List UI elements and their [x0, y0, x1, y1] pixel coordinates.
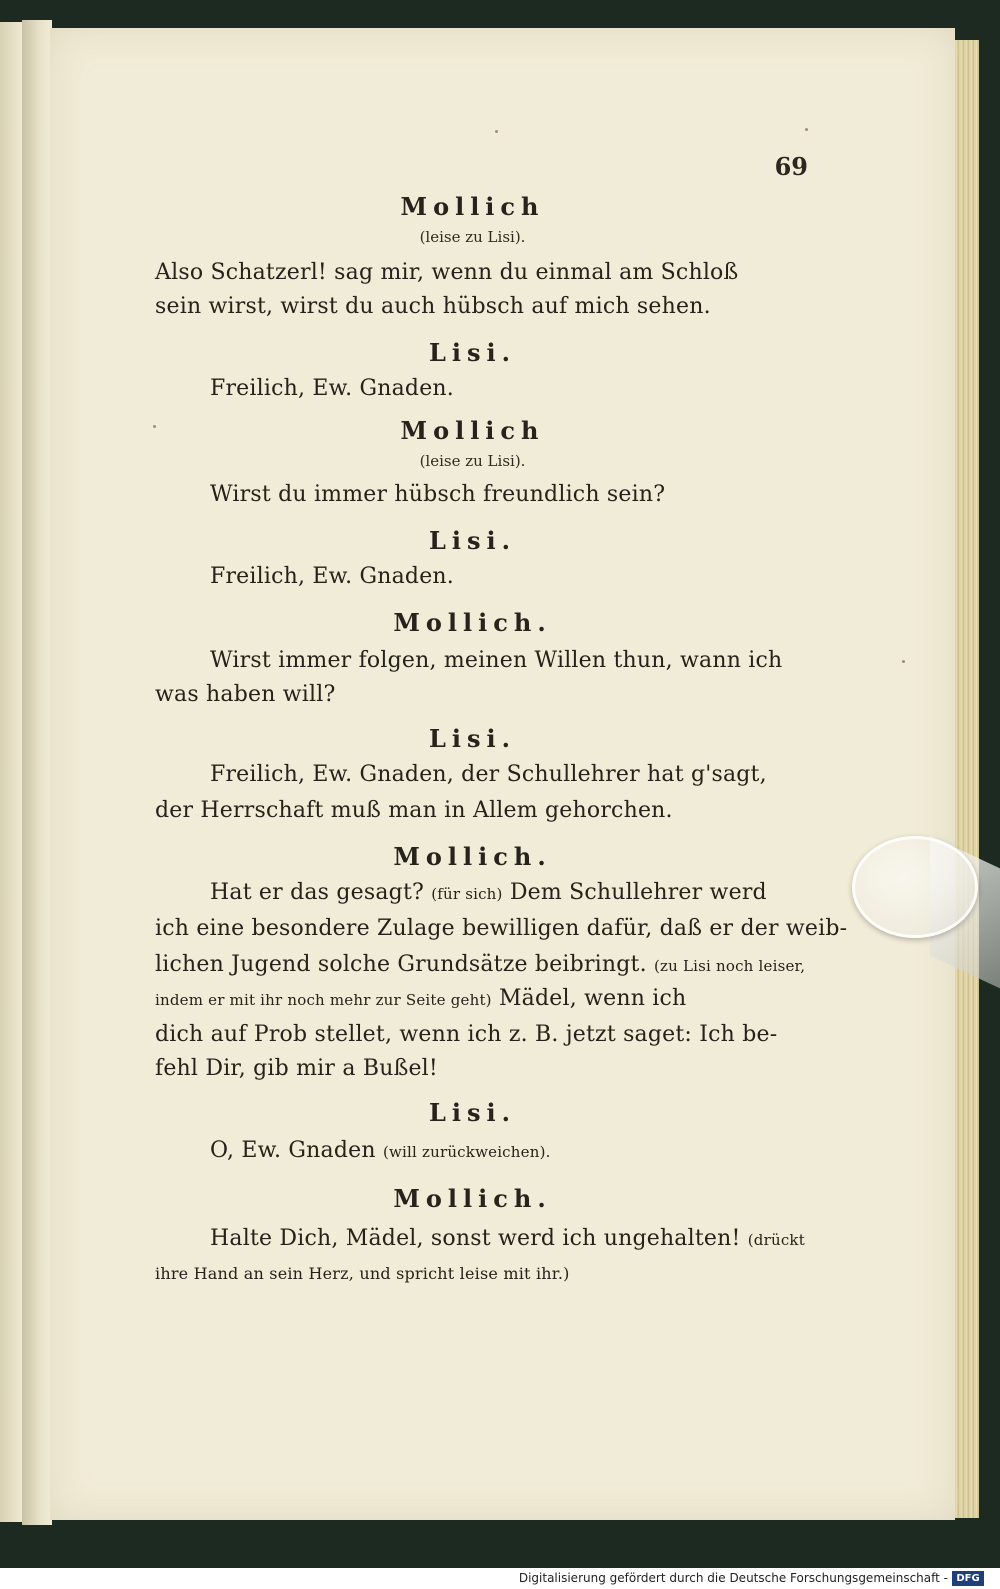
text-line: ich eine besondere Zulage bewilligen dafür, daß er der weib- [155, 916, 848, 941]
text-line: Also Schatzerl! sag mir, wenn du einmal am Schloß [155, 260, 739, 285]
text-line: Freilich, Ew. Gnaden, der Schullehrer hat g'sagt, [210, 762, 767, 787]
text-line: was haben will? [155, 682, 336, 707]
speaker-name: Lisi. [429, 338, 516, 367]
text-line [155, 986, 795, 1011]
text-line: Wirst du immer hübsch freundlich sein? [210, 482, 666, 507]
speaker-name: Mollich [400, 192, 545, 221]
stage-direction: (leise zu Lisi). [419, 452, 526, 470]
text-segment: Hat er das gesagt? [210, 880, 424, 905]
text-line: sein wirst, wirst du auch hübsch auf mich sehen. [155, 294, 711, 319]
speaker-name: Lisi. [429, 1098, 516, 1127]
text-line: dich auf Prob stellet, wenn ich z. B. jetzt saget: Ich be- [155, 1022, 778, 1047]
speaker-name: Mollich. [393, 608, 552, 637]
speaker-name: Mollich. [393, 842, 552, 871]
text-line [210, 880, 850, 905]
stage-direction: (drückt [747, 1231, 805, 1249]
dfg-logo: DFG [952, 1571, 984, 1586]
text-segment: O, Ew. Gnaden [210, 1138, 376, 1163]
page-number: 69 [774, 152, 808, 181]
speaker-name: Mollich. [393, 1184, 552, 1213]
paper-speck [805, 128, 808, 131]
speaker-name: Lisi. [429, 526, 516, 555]
stage-direction: indem er mit ihr noch mehr zur Seite geht) [155, 991, 492, 1009]
stage-direction-line: ihre Hand an sein Herz, und spricht leise mit ihr.) [155, 1264, 570, 1283]
speaker-name: Lisi. [429, 724, 516, 753]
text-segment: Dem Schullehrer werd [509, 880, 767, 905]
stage-direction: (leise zu Lisi). [419, 228, 526, 246]
text-line: fehl Dir, gib mir a Bußel! [155, 1056, 438, 1081]
text-line: Freilich, Ew. Gnaden. [210, 564, 454, 589]
magnifier-lens [852, 836, 978, 938]
page-stack-edge [955, 40, 979, 1518]
text-segment: Mädel, wenn ich [498, 986, 687, 1011]
text-segment: lichen Jugend solche Grundsätze beibringt. [155, 952, 647, 977]
footer-credit: Digitalisierung gefördert durch die Deutsche Forschungsgemeinschaft - [518, 1571, 948, 1585]
book-gutter [22, 20, 52, 1525]
text-line: Wirst immer folgen, meinen Willen thun, wann ich [210, 648, 783, 673]
left-page-edge [0, 22, 23, 1522]
stage-direction: (für sich) [431, 885, 503, 903]
paper-speck [495, 130, 498, 133]
stage-direction: (zu Lisi noch leiser, [653, 957, 806, 975]
text-line [210, 1226, 850, 1251]
text-line [155, 952, 806, 977]
text-line [210, 1138, 850, 1163]
text-line: Freilich, Ew. Gnaden. [210, 376, 454, 401]
stage-direction: (will zurückweichen). [382, 1143, 551, 1161]
text-segment: Halte Dich, Mädel, sonst werd ich ungehalten! [210, 1226, 741, 1251]
paper-speck [902, 660, 905, 663]
text-line: der Herrschaft muß man in Allem gehorchen. [155, 798, 673, 823]
speaker-name: Mollich [400, 416, 545, 445]
